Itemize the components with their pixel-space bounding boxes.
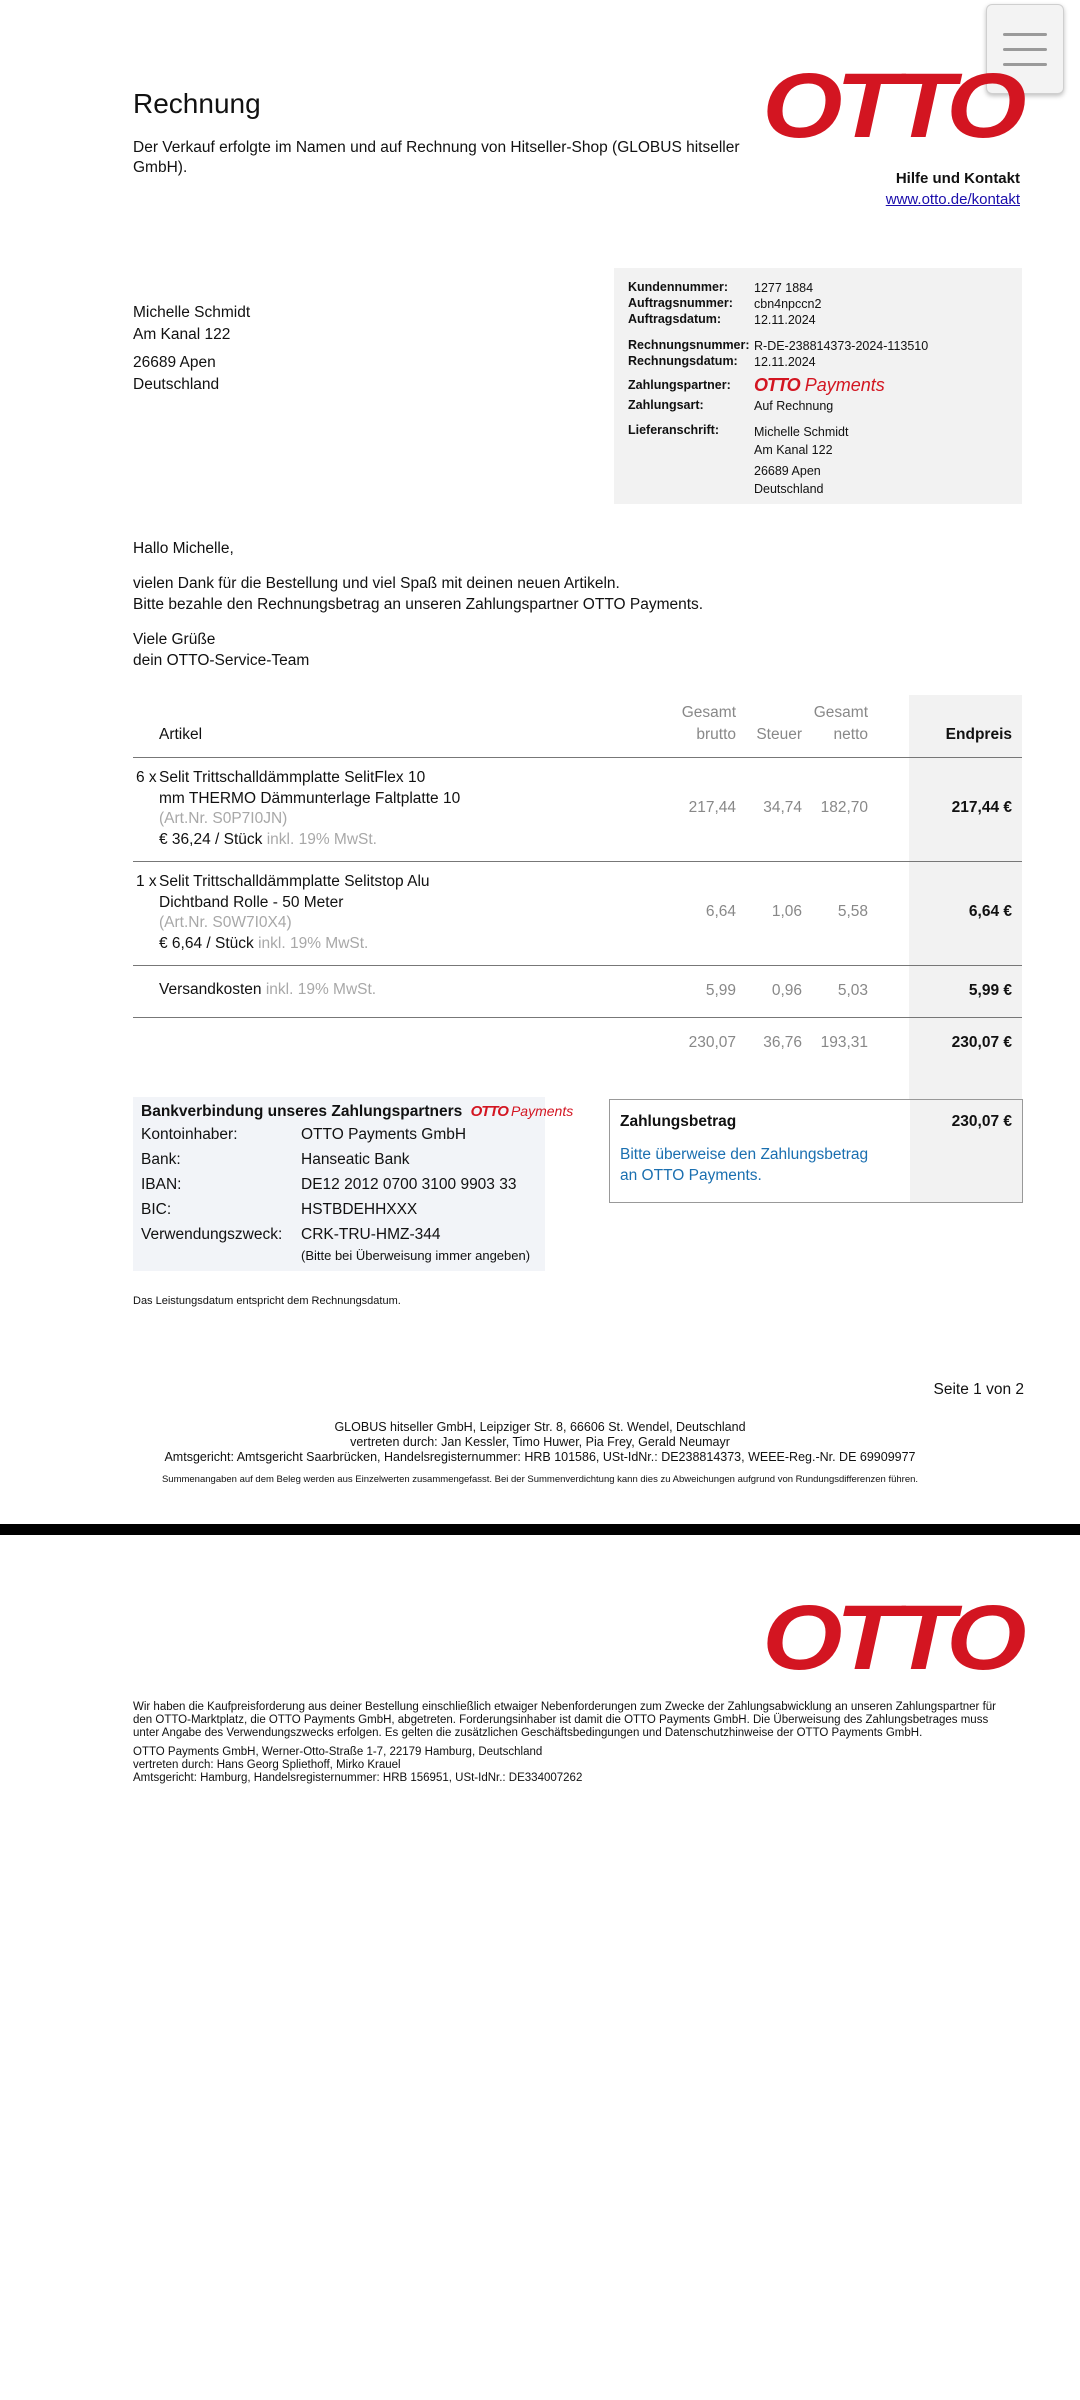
payment-instruction-line1: Bitte überweise den Zahlungsbetrag xyxy=(620,1146,869,1163)
item-2-unit-price: € 6,64 / Stück xyxy=(159,934,254,952)
col-header-netto-line1: Gesamt xyxy=(813,704,868,721)
hamburger-icon-bar xyxy=(1003,48,1047,51)
rechnungsdatum-label: Rechnungsdatum: xyxy=(628,354,738,368)
help-title: Hilfe und Kontakt xyxy=(895,170,1020,187)
help-link[interactable]: www.otto.de/kontakt xyxy=(885,191,1020,208)
letter-closing2: dein OTTO-Service-Team xyxy=(133,652,310,669)
col-header-brutto xyxy=(640,702,736,746)
otto-payments-logo-payments: Payments xyxy=(804,375,885,395)
payment-instruction-line2: an OTTO Payments. xyxy=(620,1167,762,1184)
bank-kontoinhaber-value: OTTO Payments GmbH xyxy=(301,1126,467,1143)
item-1-brutto: 217,44 xyxy=(688,799,736,816)
table-divider xyxy=(133,965,1022,966)
total-endpreis: 230,07 € xyxy=(951,1034,1012,1051)
item-1-name-line2: mm THERMO Dämmunterlage Faltplatte 10 xyxy=(159,789,461,807)
col-header-brutto-line1: Gesamt xyxy=(681,704,736,721)
bank-title xyxy=(141,1103,573,1121)
auftragsnummer-label: Auftragsnummer: xyxy=(628,296,733,310)
letter-greeting: Hallo Michelle, xyxy=(133,540,234,557)
address-name: Michelle Schmidt xyxy=(133,304,251,321)
item-1-vat-note: inkl. 19% MwSt. xyxy=(266,830,377,848)
footer-rounding-note: Summenangaben auf dem Beleg werden aus Einzelwerten zusammengefasst. Bei der Summenverdichtung kann dies zu Abweichungen aufgrund von Rundungsdifferenzen führen. xyxy=(161,1474,919,1485)
total-netto: 193,31 xyxy=(820,1034,868,1051)
item-2-artnr: (Art.Nr. S0W7I0X4) xyxy=(159,914,292,931)
zahlungspartner-label: Zahlungspartner: xyxy=(628,378,731,392)
customer-address xyxy=(133,302,250,396)
item-2-endpreis: 6,64 € xyxy=(968,903,1012,920)
auftragsnummer-value: cbn4npccn2 xyxy=(754,297,822,311)
item-1-netto: 182,70 xyxy=(820,799,868,816)
item-2-vat-note: inkl. 19% MwSt. xyxy=(258,934,369,952)
shipping-row xyxy=(159,980,376,1001)
item-1-name-line1: Selit Trittschalldämmplatte SelitFlex 10 xyxy=(159,769,426,786)
lieferanschrift-value xyxy=(754,423,848,498)
table-divider xyxy=(133,757,1022,758)
shipping-netto: 5,03 xyxy=(837,982,868,999)
lieferanschrift-label: Lieferanschrift: xyxy=(628,423,719,437)
bank-otto-payments-logo-otto: OTTO xyxy=(470,1103,508,1120)
col-header-endpreis: Endpreis xyxy=(945,726,1012,743)
item-2-qty: 1 x xyxy=(136,873,157,890)
total-steuer: 36,76 xyxy=(763,1034,802,1051)
help-section xyxy=(886,168,1020,210)
col-header-netto-line2: netto xyxy=(833,726,868,743)
address-city: 26689 Apen xyxy=(133,354,216,371)
letter-closing1: Viele Grüße xyxy=(133,631,216,648)
rechnungsnummer-label: Rechnungsnummer: xyxy=(628,338,750,352)
kundennummer-label: Kundennummer: xyxy=(628,280,728,294)
zahlungsart-label: Zahlungsart: xyxy=(628,398,704,412)
page2-line1: OTTO Payments GmbH, Werner-Otto-Straße 1-7, 22179 Hamburg, Deutschland xyxy=(133,1746,543,1758)
payment-amount-box xyxy=(609,1099,1023,1203)
footer-line1: GLOBUS hitseller GmbH, Leipziger Str. 8, 66606 St. Wendel, Deutschland xyxy=(334,1420,746,1434)
col-header-steuer: Steuer xyxy=(756,726,802,743)
intro-text: Der Verkauf erfolgte im Namen und auf Rechnung von Hitseller-Shop (GLOBUS hitseller GmbH). xyxy=(133,139,740,176)
page2-line2: vertreten durch: Hans Georg Spliethoff, Mirko Krauel xyxy=(133,1759,401,1771)
bank-note: (Bitte bei Überweisung immer angeben) xyxy=(301,1248,531,1263)
bank-otto-payments-logo-payments: Payments xyxy=(510,1103,574,1119)
rechnungsnummer-value: R-DE-238814373-2024-113510 xyxy=(754,339,929,353)
lieferanschrift-street: Am Kanal 122 xyxy=(754,443,833,457)
item-2-price xyxy=(159,934,579,955)
item-2-name-line1: Selit Trittschalldämmplatte Selitstop Alu xyxy=(159,873,430,890)
bank-details xyxy=(133,1097,574,1271)
page-number: Seite 1 von 2 xyxy=(933,1381,1024,1398)
item-1-unit-price: € 36,24 / Stück xyxy=(159,830,263,848)
col-header-netto xyxy=(780,702,868,746)
otto-payments-logo-otto: OTTO xyxy=(754,375,800,395)
table-divider xyxy=(133,1017,1022,1018)
item-2-steuer: 1,06 xyxy=(771,903,802,920)
page-separator xyxy=(0,1524,1080,1535)
item-1-artnr: (Art.Nr. S0P7I0JN) xyxy=(159,810,288,827)
kundennummer-value: 1277 1884 xyxy=(754,281,814,295)
letter-line2: Bitte bezahle den Rechnungsbetrag an unseren Zahlungspartner OTTO Payments. xyxy=(133,596,704,613)
bank-verwendungszweck-value: CRK-TRU-HMZ-344 xyxy=(301,1226,441,1243)
bank-iban-value: DE12 2012 0700 3100 9903 33 xyxy=(301,1176,517,1193)
otto-payments-logo xyxy=(754,374,885,396)
bank-bank-label: Bank: xyxy=(141,1151,181,1168)
item-1-price xyxy=(159,830,579,851)
lieferanschrift-name: Michelle Schmidt xyxy=(754,425,849,439)
table-row xyxy=(159,872,579,954)
zahlungsart-value: Auf Rechnung xyxy=(754,399,834,413)
letter-text xyxy=(133,538,893,671)
bank-bic-label: BIC: xyxy=(141,1201,172,1218)
table-divider xyxy=(133,861,1022,862)
shipping-vat-note: inkl. 19% MwSt. xyxy=(265,981,377,998)
footer-line3: Amtsgericht: Amtsgericht Saarbrücken, Handelsregisternummer: HRB 101586, USt-IdNr.: DE238814373, WEEE-Reg.-Nr. DE 69909977 xyxy=(164,1450,916,1464)
bank-title-text: Bankverbindung unseres Zahlungspartners xyxy=(141,1103,463,1120)
bank-bank-value: Hanseatic Bank xyxy=(301,1151,410,1168)
page-title: Rechnung xyxy=(133,88,261,119)
shipping-brutto: 5,99 xyxy=(705,982,736,999)
otto-logo: OTTO xyxy=(762,55,1020,157)
lieferanschrift-city: 26689 Apen xyxy=(754,464,821,478)
auftragsdatum-label: Auftragsdatum: xyxy=(628,312,722,326)
bank-bic-value: HSTBDEHHXXX xyxy=(301,1201,418,1218)
page2-paragraph: Wir haben die Kaufpreisforderung aus deiner Bestellung einschließlich etwaiger Nebenforderungen zum Zwecke der Zahlungsabwicklung an unseren Zahlungspartner für den OTTO-Marktplatz, die OTTO Payments GmbH, abgetreten. Forderungsinhaber ist damit die OTTO Payments GmbH. Die Überweisung des Zahlungsbetrages muss unter Angabe des Verwendungszwecks erfolgen. Es gelten die zusätzlichen Geschäftsbedingungen und Datenschutzhinweise der OTTO Payments GmbH. xyxy=(133,1701,996,1739)
otto-logo-page2: OTTO xyxy=(762,1587,1020,1689)
shipping-steuer: 0,96 xyxy=(771,982,802,999)
page2-line3: Amtsgericht: Hamburg, Handelsregisternummer: HRB 156951, USt-IdNr.: DE334007262 xyxy=(133,1772,583,1784)
address-street: Am Kanal 122 xyxy=(133,326,231,343)
payment-amount-label: Zahlungsbetrag xyxy=(620,1113,737,1130)
col-header-artikel: Artikel xyxy=(159,726,203,743)
order-info-box xyxy=(614,268,1022,504)
bank-verwendungszweck-label: Verwendungszweck: xyxy=(141,1226,283,1243)
item-1-steuer: 34,74 xyxy=(763,799,802,816)
table-row xyxy=(159,768,579,850)
item-2-netto: 5,58 xyxy=(837,903,868,920)
hamburger-icon xyxy=(1003,33,1047,36)
col-header-brutto-line2: brutto xyxy=(696,726,736,743)
item-1-endpreis: 217,44 € xyxy=(951,799,1012,816)
bank-kontoinhaber-label: Kontoinhaber: xyxy=(141,1126,238,1143)
auftragsdatum-value: 12.11.2024 xyxy=(754,313,816,327)
payment-amount-value: 230,07 € xyxy=(951,1113,1012,1130)
lieferanschrift-country: Deutschland xyxy=(754,482,824,496)
item-1-qty: 6 x xyxy=(136,769,157,786)
page2-text xyxy=(133,1701,1013,1785)
footer-line2: vertreten durch: Jan Kessler, Timo Huwer, Pia Frey, Gerald Neumayr xyxy=(350,1435,730,1449)
leistungsdatum-note: Das Leistungsdatum entspricht dem Rechnungsdatum. xyxy=(133,1295,401,1307)
letter-line1: vielen Dank für die Bestellung und viel Spaß mit deinen neuen Artikeln. xyxy=(133,575,620,592)
payment-instruction xyxy=(620,1144,868,1186)
shipping-endpreis: 5,99 € xyxy=(968,982,1012,999)
total-brutto: 230,07 xyxy=(688,1034,736,1051)
item-2-name-line2: Dichtband Rolle - 50 Meter xyxy=(159,893,344,911)
item-2-brutto: 6,64 xyxy=(705,903,736,920)
shipping-label: Versandkosten xyxy=(159,981,262,998)
rechnungsdatum-value: 12.11.2024 xyxy=(754,355,816,369)
address-country: Deutschland xyxy=(133,376,220,393)
bank-iban-label: IBAN: xyxy=(141,1176,182,1193)
